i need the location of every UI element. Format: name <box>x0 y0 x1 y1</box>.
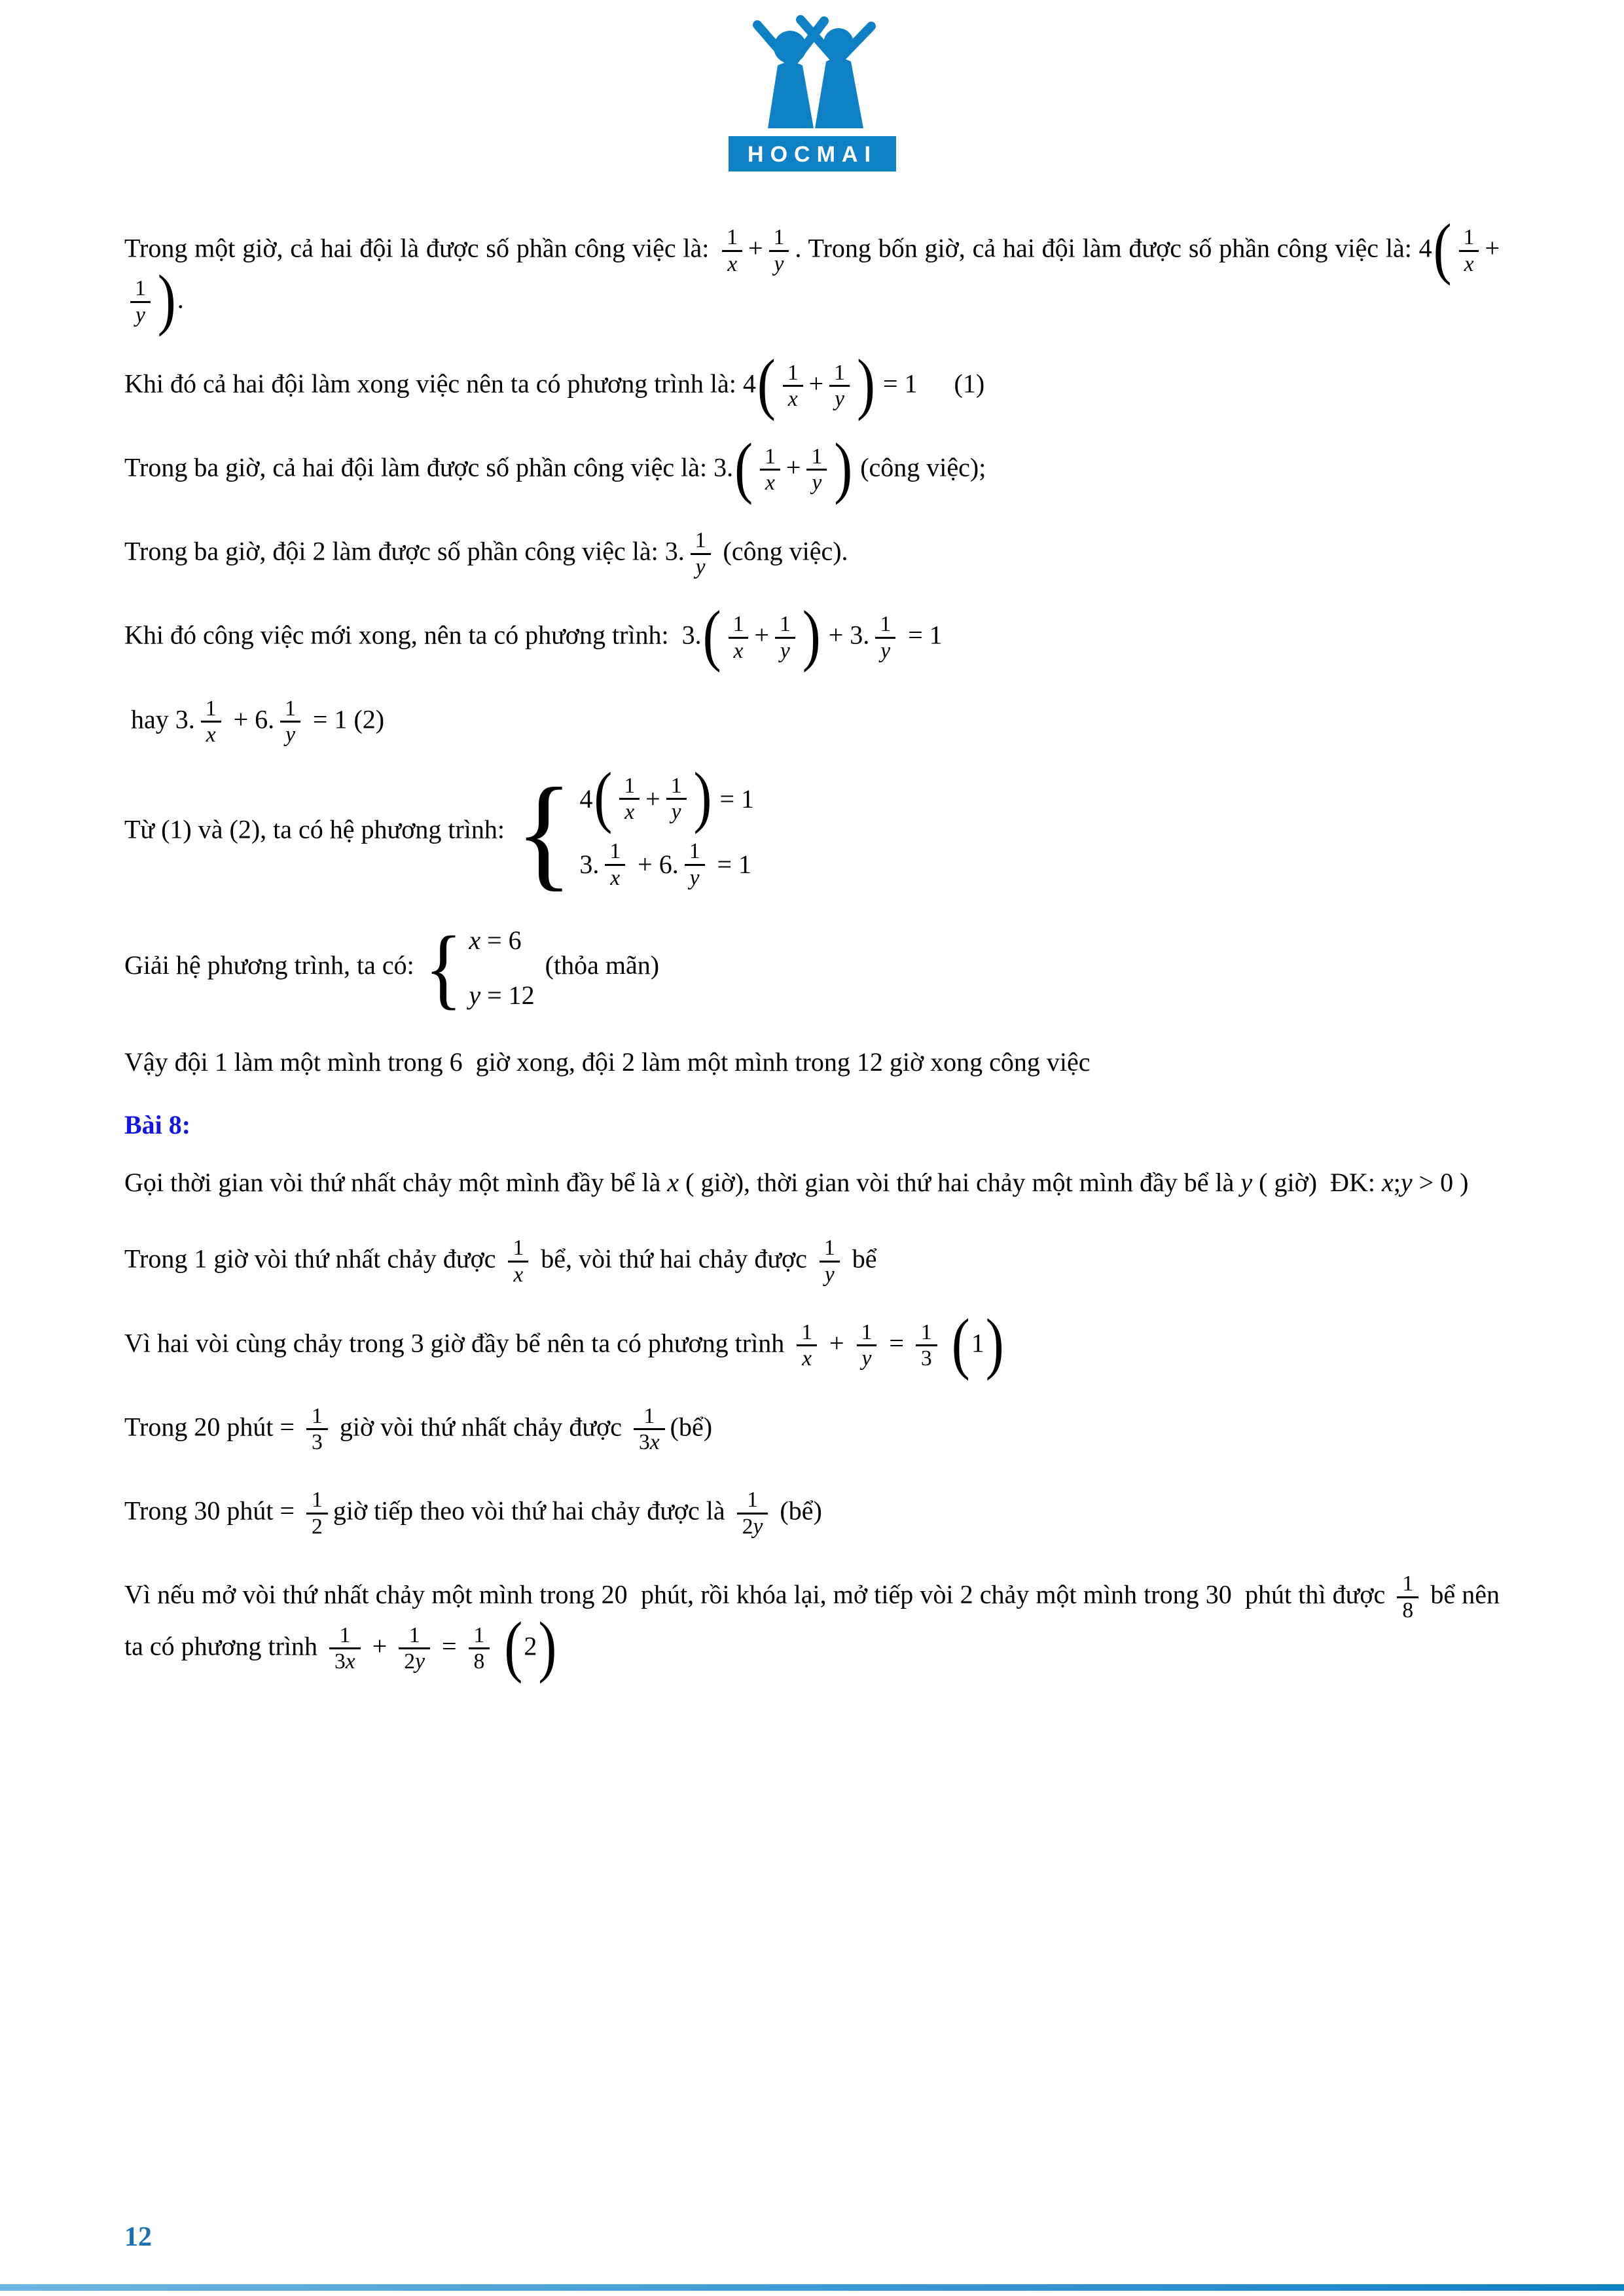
text-run: ( giờ), thời gian vòi thứ hai chảy một mình đầy bể là <box>679 1168 1241 1198</box>
math-run: = 1 <box>710 850 752 880</box>
text-run: (công việc); <box>854 452 986 482</box>
numerator: 1 <box>135 276 146 301</box>
math-run: 3. <box>579 850 600 880</box>
text-run: Gọi thời gian vòi thứ nhất chảy một mình đầy bể là <box>124 1168 668 1198</box>
fraction <box>604 839 626 890</box>
fraction <box>1458 225 1480 276</box>
math-run: 3. <box>175 704 195 734</box>
denominator: 3 <box>916 1344 937 1371</box>
fraction <box>684 839 706 890</box>
denominator: 8 <box>469 1647 490 1674</box>
text-run: Trong 30 phút = <box>124 1496 302 1526</box>
math-run: + <box>808 368 824 398</box>
text-run: Trong 1 giờ vòi thứ nhất chảy được <box>124 1244 503 1274</box>
text-run: Khi đó công việc mới xong, nên ta có phương trình: <box>124 620 682 650</box>
denominator: x <box>1459 250 1479 277</box>
para-flow-per-hour <box>124 1236 1500 1287</box>
text-run: bể nên ta có phương trình <box>124 1579 1506 1660</box>
numerator: 1 <box>670 773 682 798</box>
math-run: + <box>748 233 763 263</box>
denominator: 3 <box>306 1428 328 1455</box>
math-run: y = 12 <box>469 980 535 1011</box>
denominator: 2 <box>306 1513 328 1539</box>
hocmai-logo-icon <box>714 7 911 183</box>
fraction <box>806 444 827 495</box>
denominator: x <box>605 864 625 891</box>
denominator: y <box>769 250 789 277</box>
fraction <box>634 1404 665 1455</box>
numerator: 1 <box>609 839 621 863</box>
denominator: y <box>691 553 711 580</box>
math-run: 2 <box>524 1630 537 1660</box>
fraction <box>666 774 687 825</box>
text-run: Vì nếu mở vòi thứ nhất chảy một mình trong 20 phút, rồi khóa lại, mở tiếp vòi 2 chảy một mình trong 30 phút thì được <box>124 1579 1392 1609</box>
math-run: x = 6 <box>469 925 522 956</box>
text-run: bể <box>845 1244 877 1274</box>
hocmai-logo <box>0 7 1624 190</box>
fraction <box>916 1320 937 1371</box>
para-solution <box>124 916 1500 1020</box>
para-problem8-setup <box>124 1162 1500 1203</box>
denominator: x <box>760 469 780 495</box>
numerator: 1 <box>689 839 700 863</box>
numerator: 1 <box>339 1623 351 1647</box>
numerator: 1 <box>801 1319 812 1344</box>
denominator: y <box>130 301 151 328</box>
text-run: (2) <box>347 704 385 734</box>
numerator: 1 <box>811 444 823 469</box>
math-run: = 1 <box>306 704 348 734</box>
system-rows <box>579 759 755 891</box>
text-run: Từ (1) và (2), ta có hệ phương trình: <box>124 814 512 844</box>
numerator: 1 <box>624 773 636 798</box>
para-equation8-2: Vì nếu mở vòi thứ nhất chảy một mình trong 20 phút, rồi khóa lại, mở tiếp vòi 2 chảy một mình trong 30 phút thì được $\frac{1}{8}$ bể nên ta có phương trình $\frac{1}{3x}$ + $\frac{1}{2y}$ = $\frac{1}{8}$ (2) <box>124 1571 1506 1685</box>
numerator: 1 <box>779 612 791 637</box>
numerator: 1 <box>787 360 799 385</box>
system-row <box>469 975 534 1016</box>
text-run: Trong một giờ, cả hai đội là được số phần công việc là: <box>124 233 717 263</box>
numerator: 1 <box>773 225 785 249</box>
numerator: 1 <box>473 1623 485 1647</box>
fraction <box>280 696 301 747</box>
text-run: . <box>177 284 184 314</box>
numerator: 1 <box>312 1488 323 1512</box>
denominator: x <box>508 1261 528 1287</box>
fraction <box>819 1236 840 1287</box>
numerator: 1 <box>1402 1571 1414 1596</box>
fraction <box>329 1623 361 1674</box>
text-run: (1) <box>954 368 985 398</box>
footer-bar <box>0 2284 1624 2291</box>
fraction <box>875 612 896 663</box>
text-run: (bể) <box>773 1496 822 1526</box>
para-equation-combined: Khi đó công việc mới xong, nên ta có phương trình: 3.( $\frac{1}{x}$ + $\frac{1}{y}$ ) + 3. $\frac{1}{y}$ = 1 <box>124 597 943 673</box>
math-run: + <box>1485 233 1500 263</box>
numerator: 1 <box>823 1236 835 1261</box>
fraction <box>829 361 850 412</box>
math-run: 1 <box>971 1327 984 1357</box>
equation-system: { x = 6 y = 12 <box>424 918 535 1018</box>
text-run: (công việc). <box>716 536 848 566</box>
denominator: x <box>729 637 749 664</box>
math-run: + 6. <box>631 850 679 880</box>
fraction <box>768 225 790 276</box>
text-run: giờ vòi thứ nhất chảy được <box>333 1412 628 1442</box>
fraction <box>759 444 781 495</box>
system-row <box>579 839 751 890</box>
system-row: 4 ( $\frac{1}{x}$ + $\frac{1}{y}$ ) = 1 <box>579 759 755 835</box>
denominator: y <box>820 1261 840 1287</box>
text-run: Khi đó cả hai đội làm xong việc nên ta có phương trình là: <box>124 368 743 398</box>
fraction <box>130 276 151 327</box>
para-system <box>124 759 1500 903</box>
math-run: = 1 <box>876 368 918 398</box>
para-three-hours-team2 <box>124 528 1500 579</box>
fraction <box>774 612 796 663</box>
fraction <box>1397 1571 1418 1623</box>
numerator: 1 <box>834 360 845 385</box>
fraction <box>737 1488 768 1539</box>
denominator: y <box>280 721 300 747</box>
text-run: Bài 8: <box>124 1110 191 1140</box>
text-run: Trong ba giờ, đội 2 làm được số phần công việc là: <box>124 536 665 566</box>
text-run: Vậy đội 1 làm một mình trong 6 giờ xong, đội 2 làm một mình trong 12 giờ xong công việc <box>124 1047 1091 1077</box>
math-run: 4 <box>579 783 593 814</box>
content <box>0 202 1624 1685</box>
text-run: (thỏa mãn) <box>538 950 660 980</box>
text-run: Vì hai vòi cùng chảy trong 3 giờ đầy bể nên ta có phương trình <box>124 1327 791 1357</box>
numerator: 1 <box>732 612 744 637</box>
text-run: (bể) <box>670 1412 713 1442</box>
para-conclusion <box>124 1042 1500 1083</box>
numerator: 1 <box>205 696 217 721</box>
text-run: ( giờ) ĐK: <box>1252 1168 1382 1198</box>
math-run: + <box>823 1327 851 1357</box>
denominator: x <box>797 1344 817 1371</box>
denominator: x <box>619 798 640 825</box>
hocmai-logo-text: HOCMAI <box>747 142 877 167</box>
fraction <box>796 1320 818 1371</box>
text-run: Giải hệ phương trình, ta có: <box>124 950 421 980</box>
math-run: > 0 <box>1412 1168 1454 1198</box>
fraction <box>469 1623 490 1674</box>
math-run: 3. <box>713 452 734 482</box>
denominator: x <box>201 721 221 747</box>
para-30-minutes <box>124 1488 1500 1539</box>
denominator: 3x <box>634 1428 665 1455</box>
text-run: . Trong bốn giờ, cả hai đội làm được số phần công việc là: <box>795 233 1419 263</box>
math-run: 3. <box>664 536 685 566</box>
numerator: 1 <box>727 225 738 249</box>
fraction <box>399 1623 430 1674</box>
fraction <box>782 361 804 412</box>
numerator: 1 <box>285 696 296 721</box>
math-run: + 3. <box>821 620 870 650</box>
denominator: y <box>775 637 795 664</box>
para-equation-1: Khi đó cả hai đội làm xong việc nên ta có phương trình là: 4( $\frac{1}{x}$ + $\frac{1}{y}$ ) = 1 (1) <box>124 345 985 422</box>
para-work-per-hour: Trong một giờ, cả hai đội là được số phần công việc là: $\frac{1}{x}$ + $\frac{1}{y}$ . Trong bốn giờ, cả hai đội làm được số phần công việc là: 4( $\frac{1}{x}$ + $\frac{1}{y}$ ). <box>124 210 1500 338</box>
text-run: giờ tiếp theo vòi thứ hai chảy được là <box>333 1496 732 1526</box>
math-run: + <box>785 452 801 482</box>
math-run: 3. <box>681 620 702 650</box>
math-run: = 1 <box>901 620 943 650</box>
denominator: 2y <box>737 1513 768 1539</box>
text-run: ) <box>1453 1168 1469 1198</box>
math-run: + 6. <box>226 704 275 734</box>
numerator: 1 <box>861 1319 873 1344</box>
text-run: hay <box>124 704 175 734</box>
numerator: 1 <box>880 612 892 637</box>
para-equation-2 <box>124 696 1500 747</box>
system-rows <box>469 920 534 1016</box>
fraction <box>306 1404 328 1455</box>
text-run: Trong ba giờ, cả hai đội làm được số phần công việc là: <box>124 452 714 482</box>
fraction <box>690 528 712 579</box>
denominator: 2y <box>399 1647 430 1674</box>
math-run: = <box>435 1630 463 1660</box>
math-run: + <box>365 1630 394 1660</box>
page-number: 12 <box>124 2222 152 2252</box>
math-run: y <box>1240 1168 1253 1198</box>
numerator: 1 <box>513 1236 524 1261</box>
numerator: 1 <box>695 528 706 552</box>
math-run: 4 <box>1418 233 1432 263</box>
denominator: x <box>783 385 803 412</box>
numerator: 1 <box>643 1403 655 1428</box>
numerator: 1 <box>765 444 776 469</box>
denominator: y <box>875 637 895 664</box>
numerator: 1 <box>920 1319 932 1344</box>
fraction <box>619 774 640 825</box>
math-run: = <box>882 1327 911 1357</box>
heading-bai-8 <box>124 1105 1500 1145</box>
fraction <box>507 1236 529 1287</box>
fraction <box>856 1320 878 1371</box>
math-run: + <box>645 783 660 814</box>
fraction <box>728 612 749 663</box>
numerator: 1 <box>312 1403 323 1428</box>
numerator: 1 <box>408 1623 420 1647</box>
denominator: y <box>829 385 850 412</box>
math-run: 4 <box>742 368 756 398</box>
text-run: Trong 20 phút = <box>124 1412 302 1442</box>
math-run: = 1 <box>713 783 755 814</box>
fraction <box>200 696 222 747</box>
denominator: x <box>722 250 742 277</box>
denominator: 8 <box>1397 1596 1418 1623</box>
denominator: y <box>685 864 705 891</box>
para-three-hours-both: Trong ba giờ, cả hai đội làm được số phần công việc là: 3.( $\frac{1}{x}$ + $\frac{1}{y}$ ) (công việc); <box>124 429 986 506</box>
math-run: x;y <box>1381 1168 1413 1198</box>
math-run: + <box>754 620 769 650</box>
text-run: bể, vòi thứ hai chảy được <box>534 1244 814 1274</box>
math-run: x <box>667 1168 679 1198</box>
denominator: y <box>857 1344 877 1371</box>
fraction <box>721 225 743 276</box>
denominator: 3x <box>329 1647 361 1674</box>
para-equation8-1: Vì hai vòi cùng chảy trong 3 giờ đầy bể nên ta có phương trình $\frac{1}{x}$ + $\frac{1}{y}$ = $\frac{1}{3}$ (1) <box>124 1304 1004 1382</box>
para-20-minutes <box>124 1404 1500 1455</box>
fraction <box>306 1488 328 1539</box>
equation-system: { 4 ( $\frac{1}{x}$ + $\frac{1}{y}$ ) = 1 3. $\frac{1}{x}$ + 6. $\frac{1}{y}$ = 1 <box>515 759 755 903</box>
denominator: y <box>806 469 827 495</box>
numerator: 1 <box>747 1488 758 1512</box>
numerator: 1 <box>1463 225 1475 249</box>
denominator: y <box>666 798 687 825</box>
system-row <box>469 920 521 961</box>
